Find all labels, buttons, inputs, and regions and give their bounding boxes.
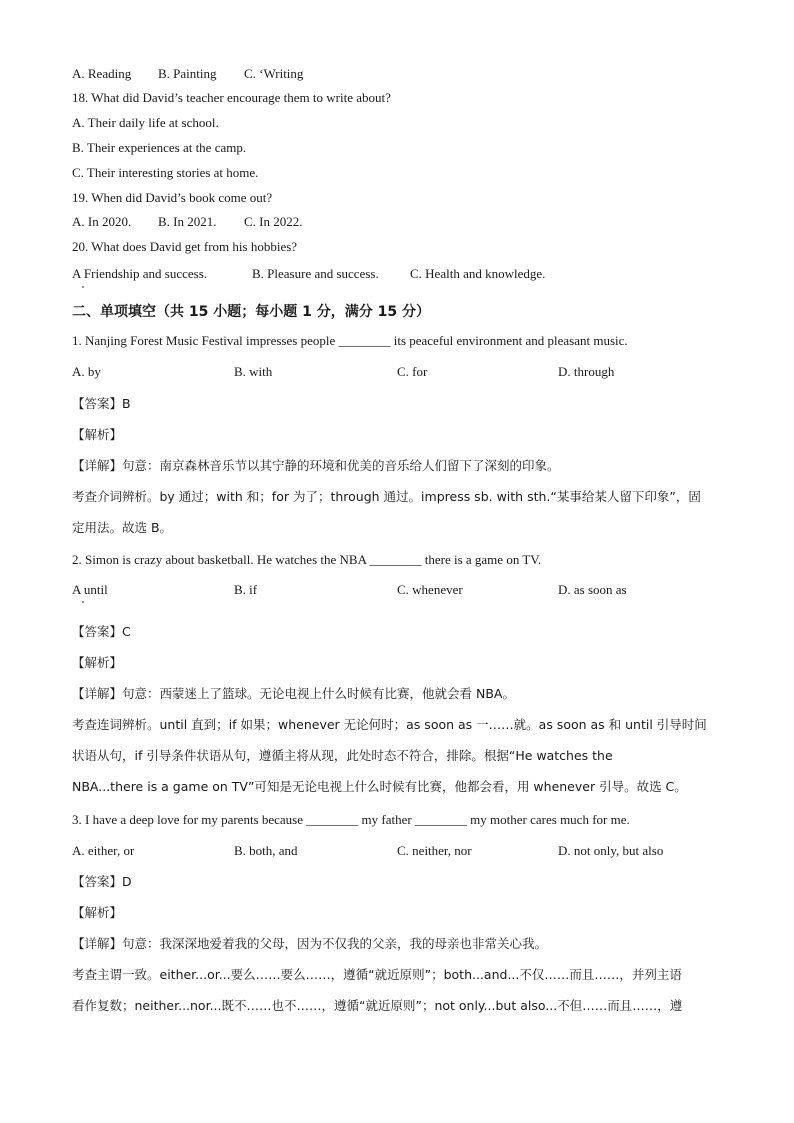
q18-option-c: C. Their interesting stories at home. bbox=[72, 165, 259, 180]
q2-explain-line-2: 状语从句，if 引导条件状语从句，遵循主将从现，此处时态不符合，排除。根据“He watches the bbox=[72, 748, 613, 763]
section-heading: 二、单项填空（共 15 小题；每小题 1 分，满分 15 分） bbox=[72, 304, 430, 320]
q3-explain-line-2: 看作复数；neither...nor...既不……也不……，遵循“就近原则”；not only...but also...不但……而且……，遵 bbox=[72, 998, 683, 1013]
q3-analysis-label: 【解析】 bbox=[72, 905, 123, 920]
q3-answer: 【答案】D bbox=[72, 874, 132, 889]
q2-explain-line-3: NBA...there is a game on TV”可知是无论电视上什么时候有比赛，他都会看，用 whenever 引导。故选 C。 bbox=[72, 779, 687, 794]
q2-option-a: A until bbox=[72, 582, 108, 597]
q1-option-d: D. through bbox=[558, 364, 615, 379]
q2-explain-line-1: 考查连词辨析。until 直到；if 如果；whenever 无论何时；as soon as 一……就。as soon as 和 until 引导时间 bbox=[72, 717, 707, 732]
q2-option-c: C. whenever bbox=[397, 582, 463, 597]
stray-mark bbox=[82, 601, 84, 603]
q3-explain-line-1: 考查主谓一致。either...or...要么……要么……，遵循“就近原则”；both...and...不仅……而且……，并列主语 bbox=[72, 967, 682, 982]
q1-analysis-label: 【解析】 bbox=[72, 427, 123, 442]
q1-option-a: A. by bbox=[72, 364, 101, 379]
q1-option-c: C. for bbox=[397, 364, 428, 379]
q19-option-c: C. In 2022. bbox=[244, 214, 303, 229]
q20-option-b: B. Pleasure and success. bbox=[252, 266, 379, 281]
q18-option-b: B. Their experiences at the camp. bbox=[72, 140, 247, 155]
q3-option-c: C. neither, nor bbox=[397, 843, 472, 858]
q17-option-a: A. Reading bbox=[72, 66, 132, 81]
q2-option-d: D. as soon as bbox=[558, 582, 627, 597]
q17-option-b: B. Painting bbox=[158, 66, 217, 81]
q2-answer: 【答案】C bbox=[72, 624, 131, 639]
q2-analysis-label: 【解析】 bbox=[72, 655, 123, 670]
q2-detail: 【详解】句意：西蒙迷上了篮球。无论电视上什么时候有比赛，他就会看 NBA。 bbox=[72, 686, 515, 701]
q1-detail: 【详解】句意：南京森林音乐节以其宁静的环境和优美的音乐给人们留下了深刻的印象。 bbox=[72, 458, 560, 473]
q3-option-d: D. not only, but also bbox=[558, 843, 664, 858]
q2-option-b: B. if bbox=[234, 582, 258, 597]
q19-option-b: B. In 2021. bbox=[158, 214, 217, 229]
q1-explain-line-2: 定用法。故选 B。 bbox=[72, 520, 173, 535]
q19-option-a: A. In 2020. bbox=[72, 214, 132, 229]
q3-option-a: A. either, or bbox=[72, 843, 135, 858]
q3-stem: 3. I have a deep love for my parents because ________ my father ________ my mother cares much for me. bbox=[72, 812, 630, 827]
stray-mark bbox=[82, 286, 84, 288]
q17-option-c: C. ‘Writing bbox=[244, 66, 304, 81]
q18-option-a: A. Their daily life at school. bbox=[72, 115, 219, 130]
q1-option-b: B. with bbox=[234, 364, 273, 379]
q1-stem: 1. Nanjing Forest Music Festival impresses people ________ its peaceful environment and pleasant music. bbox=[72, 333, 628, 348]
q2-stem: 2. Simon is crazy about basketball. He watches the NBA ________ there is a game on TV. bbox=[72, 552, 542, 567]
q1-answer: 【答案】B bbox=[72, 396, 131, 411]
q3-option-b: B. both, and bbox=[234, 843, 298, 858]
q20-question: 20. What does David get from his hobbies? bbox=[72, 239, 298, 254]
q20-option-c: C. Health and knowledge. bbox=[410, 266, 546, 281]
q18-question: 18. What did David’s teacher encourage them to write about? bbox=[72, 90, 391, 105]
q1-explain-line-1: 考查介词辨析。by 通过；with 和；for 为了；through 通过。impress sb. with sth.“某事给某人留下印象”，固 bbox=[72, 489, 701, 504]
q3-detail: 【详解】句意：我深深地爱着我的父母，因为不仅我的父亲，我的母亲也非常关心我。 bbox=[72, 936, 548, 951]
q19-question: 19. When did David’s book come out? bbox=[72, 190, 273, 205]
q20-option-a: A Friendship and success. bbox=[72, 266, 208, 281]
